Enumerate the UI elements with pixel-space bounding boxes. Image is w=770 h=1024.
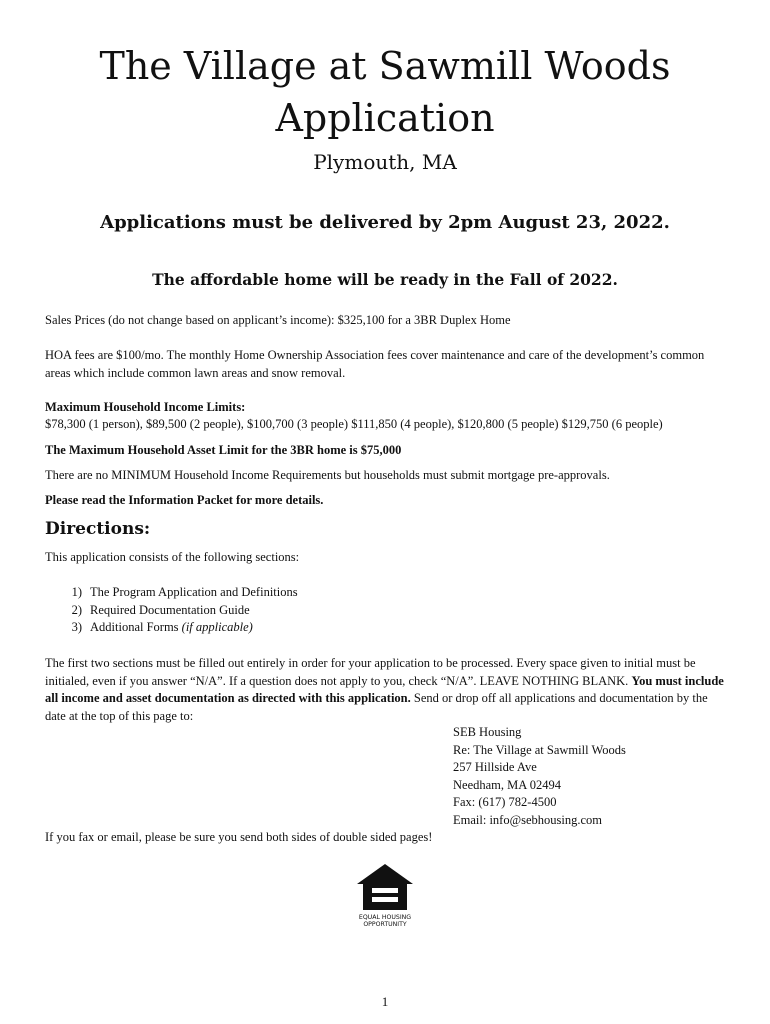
address-fax: Fax: (617) 782-4500	[453, 795, 557, 809]
instructions-text: The first two sections must be filled out entirely in order for your application to be processed. Every space given to initial must be initialed, even if you answer “N/A”. If a question does not apply to you, check “N/A”. LEAVE NOTHING BLANK.	[45, 656, 696, 688]
page-title	[0, 40, 770, 144]
list-item-number: 1)	[71, 585, 82, 599]
list-item	[45, 584, 298, 602]
hoa-fees: HOA fees are $100/mo. The monthly Home Ownership Association fees cover maintenance and care of the development’s common areas which include common lawn areas and snow removal.	[45, 348, 705, 380]
deadline-notice: Applications must be delivered by 2pm August 23, 2022.	[100, 212, 670, 233]
page-number: 1	[381, 994, 389, 1009]
logo-line-1: EQUAL HOUSING	[358, 914, 412, 921]
address-email: Email: info@sebhousing.com	[453, 812, 602, 827]
income-limits-heading: Maximum Household Income Limits:	[45, 400, 246, 414]
list-item-text: Additional Forms	[90, 620, 182, 634]
address-name: SEB Housing	[453, 725, 522, 739]
title-line-1: The Village at Sawmill Woods	[99, 44, 671, 88]
sections-list	[45, 584, 298, 637]
address-re: Re: The Village at Sawmill Woods	[453, 742, 626, 757]
income-limits: $78,300 (1 person), $89,500 (2 people), $100,700 (3 people) $111,850 (4 people), $120,800 (5 people) $129,750 (6 people)	[45, 417, 663, 431]
list-item-text: The Program Application and Definitions	[90, 585, 298, 599]
mailing-address	[453, 724, 626, 829]
equal-housing-opportunity-icon	[355, 862, 415, 928]
logo-line-2: OPPORTUNITY	[363, 921, 407, 928]
fax-note: If you fax or email, please be sure you send both sides of double sided pages!	[45, 830, 433, 844]
minimum-income: There are no MINIMUM Household Income Requirements but households must submit mortgage pre-approvals.	[45, 468, 610, 482]
instructions-end: Send or drop off all applications and documentation by the date at the top of this page to:	[45, 691, 708, 723]
directions-intro: This application consists of the following sections:	[45, 550, 300, 564]
title-line-2: Application	[275, 96, 495, 140]
location: Plymouth, MA	[313, 150, 457, 174]
directions-heading: Directions:	[45, 519, 151, 539]
instructions	[45, 655, 730, 725]
read-packet: Please read the Information Packet for more details.	[45, 493, 324, 507]
address-city: Needham, MA 02494	[453, 777, 561, 792]
asset-limit: The Maximum Household Asset Limit for the 3BR home is $75,000	[45, 443, 402, 457]
list-item-note: (if applicable)	[181, 620, 253, 634]
list-item-text: Required Documentation Guide	[90, 602, 250, 617]
instructions-bold: You must include all income and asset documentation as directed with this application.	[45, 673, 724, 705]
address-street: 257 Hillside Ave	[453, 760, 537, 774]
list-item-number: 3)	[71, 620, 82, 634]
ready-notice: The affordable home will be ready in the Fall of 2022.	[152, 270, 618, 289]
sales-prices: Sales Prices (do not change based on applicant’s income): $325,100 for a 3BR Duplex Home	[45, 313, 511, 327]
list-item	[45, 602, 298, 620]
list-item-number: 2)	[71, 602, 82, 617]
list-item	[45, 619, 298, 637]
